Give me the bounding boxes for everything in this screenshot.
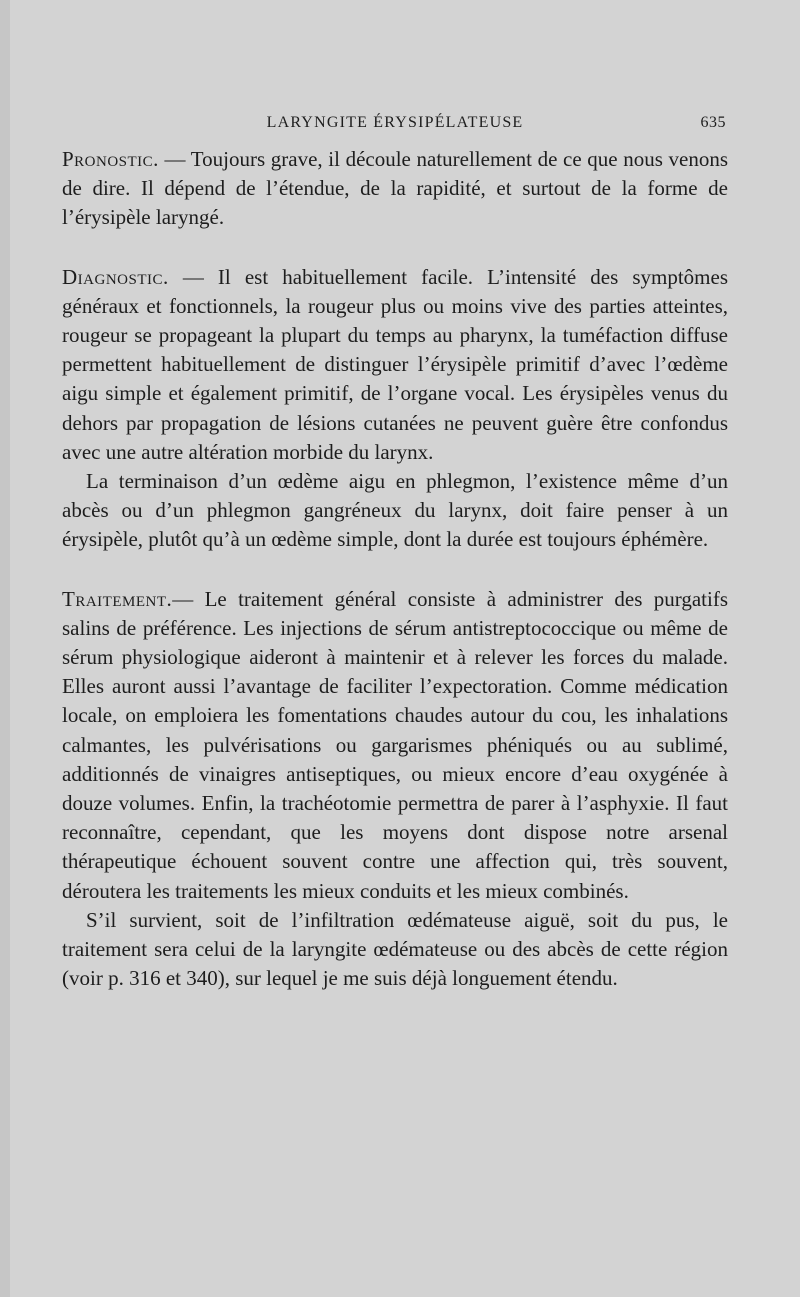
body-text [62,145,728,993]
running-title: LARYNGITE ÉRYSIPÉLATEUSE [266,114,524,131]
section-heading-pronostic: Pronostic. [62,147,159,171]
diagnostic-paragraph-2: La terminaison d’un œdème aigu en phlegmon, l’existence même d’un abcès ou d’un phlegmon gangréneux du larynx, doit faire penser à un érysipèle, plutôt qu’à un œdème simple, dont la durée est toujours éphémère. [62,469,728,552]
section-heading-traitement: Traitement. [62,586,173,611]
diagnostic-text: — Il est habituellement facile. L’intensité des symptômes généraux et fonctionnels, la rougeur plus ou moins vive des parties atteintes, rougeur se propageant la plupart du temps au pharynx, la tuméfaction diffuse permettent habituellement de distinguer l’érysipèle primitif d’avec l’œdème aigu simple et également primitif, de l’organe vocal. Les érysipèles venus du dehors par propagation de lésions cutanées ne peuvent guère être confondus avec une autre altération morbide du larynx. [62,264,728,464]
page-header [62,114,728,136]
page-binding-edge [0,0,10,1297]
page-number: 635 [700,114,726,131]
pronostic-paragraph [62,145,728,233]
traitement-paragraph [62,585,728,906]
traitement-text: — Le traitement général consiste à administrer des purgatifs salins de préférence. Les injections de sérum antistreptococcique ou même de sérum physiologique aideront à maintenir et à relever les forces du malade. Elles auront aussi l’avantage de faciliter l’expectoration. Comme médication locale, on emploiera les fomentations chaudes autour du cou, les inhalations calmantes, les pulvérisations ou gargarismes phéniqués ou au sublimé, additionnés de vinaigres antiseptiques, ou mieux encore d’eau oxygénée à douze volumes. Enfin, la trachéotomie permettra de parer à l’asphyxie. Il faut reconnaître, cependant, que les moyens dont dispose notre arsenal thérapeutique échouent souvent contre une affection qui, très souvent, déroutera les traitements les mieux conduits et les mieux combinés. [62,586,728,903]
traitement-paragraph-2: S’il survient, soit de l’infiltration œdémateuse aiguë, soit du pus, le traitement sera celui de la laryngite œdémateuse ou des abcès de cette région (voir p. 316 et 340), sur lequel je me suis déjà longuement étendu. [62,907,728,991]
section-heading-diagnostic: Diagnostic. [62,264,169,289]
diagnostic-paragraph [62,263,728,467]
pronostic-text: — Toujours grave, il découle naturellement de ce que nous venons de dire. Il dépend de l’étendue, de la rapidité, et surtout de la forme de l’érysipèle laryngé. [62,147,728,230]
